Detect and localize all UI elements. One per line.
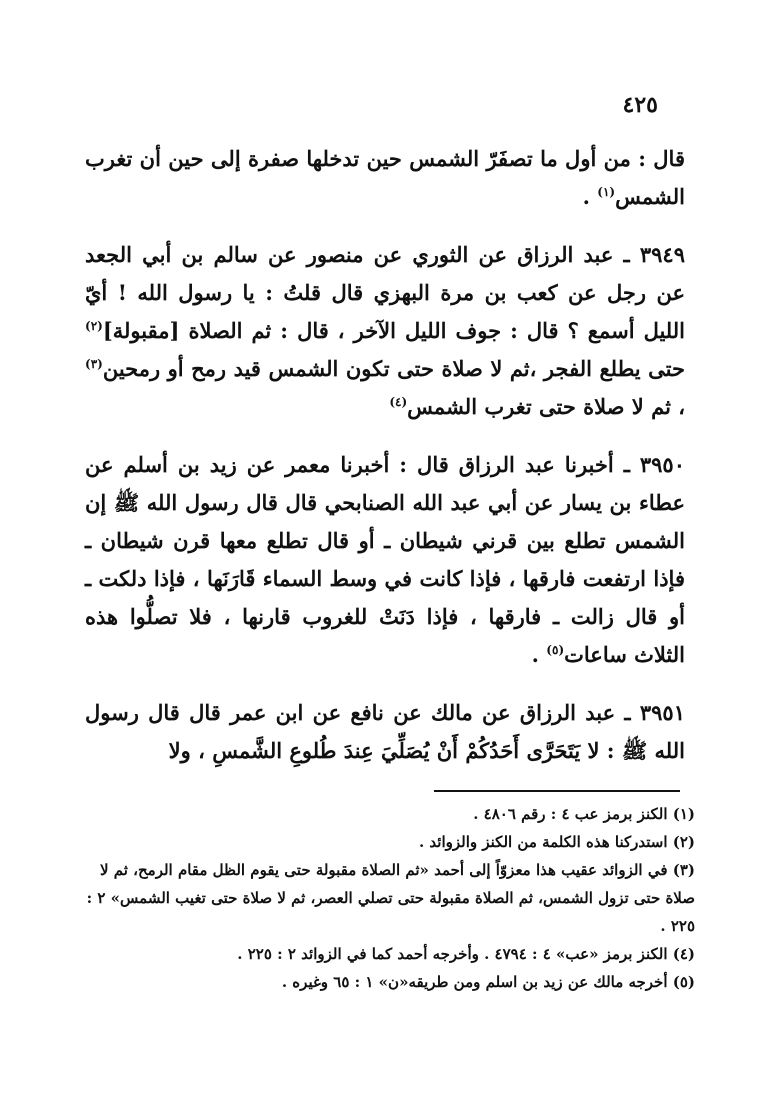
footnote-separator [434,790,680,792]
footnote-marker: (٣) [85,357,103,371]
hadith-3951 [85,694,685,770]
paragraph-intro [85,140,685,216]
footnote-marker: (٤) [389,395,408,409]
page-number: ٤٢٥ [622,92,658,118]
main-text [85,140,685,790]
paragraph-text: ـ عبد الرزاق عن الثوري عن منصور عن سالم بن أبي الجعد عن رجل عن كعب بن مرة البهزي قال قلتُ : يا رسول الله ! أيّ الليل أسمع ؟ قال : جوف الليل الآخر ، قال : ثم الصلاة [مقبولة] [85,242,685,343]
footnotes [85,800,695,996]
footnote-3: (٣) في الزوائد عقيب هذا معزوّاً إلى أحمد «ثم الصلاة مقبولة حتى يقوم الظل مقام الرمح، ثم لا صلاة حتى تزول الشمس، ثم الصلاة مقبولة حتى تصلي العصر، ثم لا صلاة حتى تغيب الشمس» ٢ : ٢٢٥ . [86,861,695,935]
footnote-marker: (١) [597,185,616,199]
footnote-5: (٥) أخرجه مالك عن زيد بن اسلم ومن طريقه«ن» ١ : ٦٥ وغيره . [281,973,695,991]
hadith-number: ٣٩٥١ [639,700,685,725]
footnote-2: (٢) استدركنا هذه الكلمة من الكنز والزوائد . [418,833,695,851]
hadith-number: ٣٩٤٩ [639,242,685,267]
paragraph-ending: . [531,642,547,667]
hadith-3950 [85,446,685,674]
footnote-marker: (٢) [85,319,103,333]
paragraph-text: ـ عبد الرزاق عن مالك عن نافع عن ابن عمر قال قال رسول الله ﷺ : لا يَتَحَرَّى أَحَدُكُمْ أَنْ يُصَلِّيَ عِندَ طُلوعِ الشَّمسِ ، ولا [85,700,685,763]
paragraph-text-continued: ، ثم لا صلاة حتى تغرب الشمس [407,394,685,419]
footnote-marker: (٥) [546,643,565,657]
paragraph-text-continued: حتى يطلع الفجر ،ثم لا صلاة حتى تكون الشمس قيد رمح أو رمحين [102,356,685,381]
footnote-4: (٤) الكنز برمز «عب» ٤ : ٤٧٩٤ . وأخرجه أحمد كما في الزوائد ٢ : ٢٢٥ . [237,945,695,963]
paragraph-ending: . [582,184,598,209]
paragraph-text: قال : من أول ما تصفَرّ الشمس حين تدخلها صفرة إلى حين أن تغرب الشمس [85,146,685,209]
hadith-number: ٣٩٥٠ [639,452,685,477]
paragraph-text: ـ أخبرنا عبد الرزاق قال : أخبرنا معمر عن زيد بن أسلم عن عطاء بن يسار عن أبي عبد الله الصنابحي قال قال رسول الله ﷺ إن الشمس تطلع بين قرني شيطان ـ أو قال تطلع معها قرن شيطان ـ فإذا ارتفعت فارقها ، فإذا كانت في وسط السماء قَارَنَها ، فإذا دلكت ـ أو قال زالت ـ فارقها ، فإذا دَنَتْ للغروب قارنها ، فلا تصلُّوا هذه الثلاث ساعات [85,452,685,667]
footnote-1: (١) الكنز برمز عب ٤ : رقم ٤٨٠٦ . [473,805,695,823]
hadith-3949 [85,236,685,426]
